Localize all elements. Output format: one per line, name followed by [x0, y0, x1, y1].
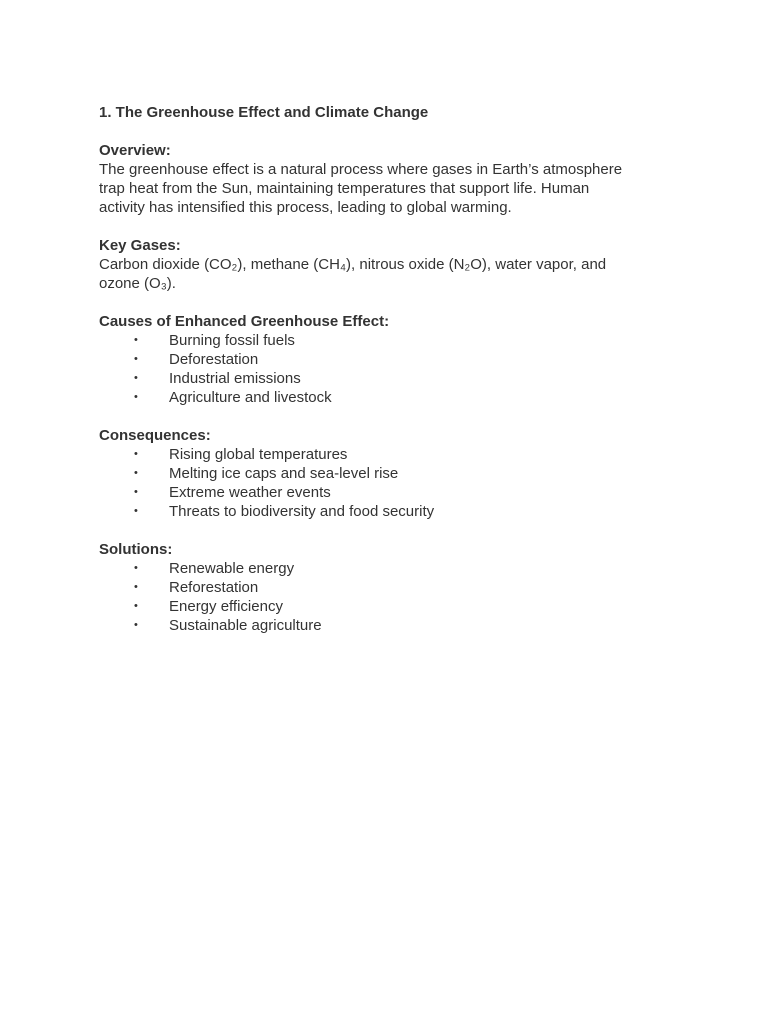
spacer: [99, 293, 679, 312]
consequences-list: [99, 445, 679, 521]
list-item-text: Agriculture and livestock: [169, 389, 332, 406]
list-item: [99, 350, 679, 369]
consequences-heading: Consequences:: [99, 427, 211, 444]
solutions-heading: Solutions:: [99, 541, 173, 558]
list-item-text: Sustainable agriculture: [169, 617, 322, 634]
list-item-text: Renewable energy: [169, 560, 295, 577]
bullet-icon: •: [134, 581, 138, 593]
document-page: [99, 103, 679, 635]
bullet-icon: •: [134, 505, 138, 517]
list-item-text: Extreme weather events: [169, 484, 331, 501]
solutions-list: [99, 559, 679, 635]
bullet-icon: •: [134, 467, 138, 479]
list-item: [99, 464, 679, 483]
list-item: [99, 369, 679, 388]
list-item-text: Burning fossil fuels: [169, 332, 295, 349]
document-title: 1. The Greenhouse Effect and Climate Change: [99, 104, 429, 121]
bullet-icon: •: [134, 334, 138, 346]
overview-text-line: The greenhouse effect is a natural process where gases in Earth’s atmosphere: [99, 161, 623, 178]
list-item: [99, 331, 679, 350]
list-item: [99, 445, 679, 464]
list-item: [99, 559, 679, 578]
list-item: [99, 502, 679, 521]
bullet-icon: •: [134, 600, 138, 612]
causes-list: [99, 331, 679, 407]
spacer: [99, 521, 679, 540]
spacer: [99, 407, 679, 426]
list-item-text: Rising global temperatures: [169, 446, 348, 463]
bullet-icon: •: [134, 372, 138, 384]
key-gases-text-line: Carbon dioxide (CO₂), methane (CH₄), nitrous oxide (N₂O), water vapor, and: [99, 256, 607, 273]
list-item: [99, 597, 679, 616]
causes-heading: Causes of Enhanced Greenhouse Effect:: [99, 313, 390, 330]
list-item-text: Energy efficiency: [169, 598, 283, 615]
key-gases-text-line: ozone (O₃).: [99, 275, 176, 292]
list-item-text: Deforestation: [169, 351, 259, 368]
list-item: [99, 483, 679, 502]
list-item-text: Threats to biodiversity and food security: [169, 503, 435, 520]
bullet-icon: •: [134, 391, 138, 403]
list-item-text: Industrial emissions: [169, 370, 301, 387]
bullet-icon: •: [134, 448, 138, 460]
overview-text-line: activity has intensified this process, leading to global warming.: [99, 199, 512, 216]
bullet-icon: •: [134, 486, 138, 498]
list-item-text: Melting ice caps and sea-level rise: [169, 465, 399, 482]
spacer: [99, 217, 679, 236]
list-item: [99, 388, 679, 407]
bullet-icon: •: [134, 353, 138, 365]
key-gases-heading: Key Gases:: [99, 237, 181, 254]
list-item: [99, 578, 679, 597]
list-item-text: Reforestation: [169, 579, 259, 596]
spacer: [99, 122, 679, 141]
overview-heading: Overview:: [99, 142, 171, 159]
bullet-icon: •: [134, 619, 138, 631]
bullet-icon: •: [134, 562, 138, 574]
overview-text-line: trap heat from the Sun, maintaining temperatures that support life. Human: [99, 180, 590, 197]
list-item: [99, 616, 679, 635]
